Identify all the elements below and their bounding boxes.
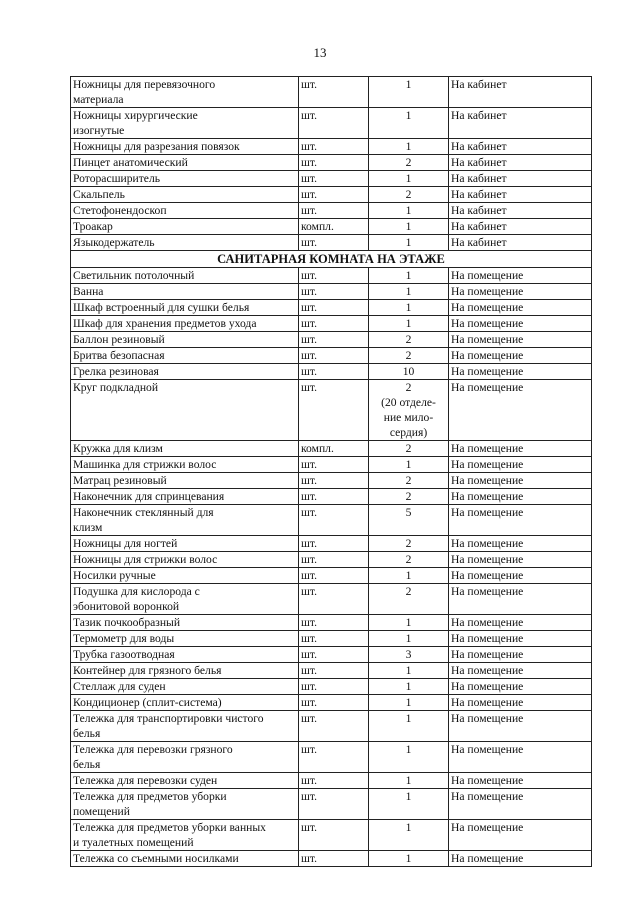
table-row xyxy=(71,695,592,711)
norm-cell: На помещение xyxy=(449,851,592,867)
quantity-cell: 1 xyxy=(369,203,449,219)
item-name-cell: Языкодержатель xyxy=(71,235,299,251)
table-row xyxy=(71,219,592,235)
unit-cell: компл. xyxy=(299,219,369,235)
table-row xyxy=(71,536,592,552)
unit-cell: шт. xyxy=(299,187,369,203)
unit-cell: шт. xyxy=(299,773,369,789)
table-row xyxy=(71,348,592,364)
quantity-cell: 1 xyxy=(369,663,449,679)
unit-cell: шт. xyxy=(299,316,369,332)
table-row xyxy=(71,108,592,139)
item-name-cell: Кондиционер (сплит-система) xyxy=(71,695,299,711)
unit-cell: шт. xyxy=(299,663,369,679)
table-row xyxy=(71,441,592,457)
table-row xyxy=(71,364,592,380)
item-name-cell: Тележка для перевозки суден xyxy=(71,773,299,789)
norm-cell: На помещение xyxy=(449,615,592,631)
table-row xyxy=(71,568,592,584)
quantity-cell: 1 xyxy=(369,268,449,284)
equipment-table xyxy=(70,76,592,867)
norm-cell: На помещение xyxy=(449,268,592,284)
quantity-cell: 1 xyxy=(369,457,449,473)
norm-cell: На помещение xyxy=(449,552,592,568)
quantity-cell: 3 xyxy=(369,647,449,663)
table-row xyxy=(71,615,592,631)
item-name-cell: Ножницы для ногтей xyxy=(71,536,299,552)
quantity-cell: 2 xyxy=(369,584,449,615)
norm-cell: На кабинет xyxy=(449,155,592,171)
quantity-cell: 1 xyxy=(369,316,449,332)
unit-cell: шт. xyxy=(299,300,369,316)
norm-cell: На помещение xyxy=(449,380,592,441)
unit-cell: шт. xyxy=(299,820,369,851)
table-row xyxy=(71,171,592,187)
table-row xyxy=(71,139,592,155)
table-row xyxy=(71,380,592,441)
quantity-cell: 1 xyxy=(369,789,449,820)
unit-cell: шт. xyxy=(299,155,369,171)
unit-cell: шт. xyxy=(299,695,369,711)
norm-cell: На помещение xyxy=(449,348,592,364)
norm-cell: На помещение xyxy=(449,568,592,584)
item-name-cell: Термометр для воды xyxy=(71,631,299,647)
item-name-cell: Роторасширитель xyxy=(71,171,299,187)
norm-cell: На помещение xyxy=(449,536,592,552)
item-name-cell: Ножницы для разрезания повязок xyxy=(71,139,299,155)
unit-cell: шт. xyxy=(299,584,369,615)
table-row xyxy=(71,663,592,679)
unit-cell: шт. xyxy=(299,348,369,364)
section-title: САНИТАРНАЯ КОМНАТА НА ЭТАЖЕ xyxy=(71,251,592,268)
table-row xyxy=(71,284,592,300)
item-name-cell: Скальпель xyxy=(71,187,299,203)
section-header-group xyxy=(71,251,592,268)
item-name-cell: Носилки ручные xyxy=(71,568,299,584)
norm-cell: На помещение xyxy=(449,332,592,348)
table-row xyxy=(71,711,592,742)
norm-cell: На помещение xyxy=(449,364,592,380)
item-name-cell: Матрац резиновый xyxy=(71,473,299,489)
item-name-cell: Наконечник для спринцевания xyxy=(71,489,299,505)
unit-cell: шт. xyxy=(299,77,369,108)
item-name-cell: Трубка газоотводная xyxy=(71,647,299,663)
item-name-cell: Ванна xyxy=(71,284,299,300)
table-row xyxy=(71,268,592,284)
unit-cell: шт. xyxy=(299,171,369,187)
quantity-cell: 1 xyxy=(369,742,449,773)
item-name-cell: Ножницы для стрижки волос xyxy=(71,552,299,568)
section-header-row xyxy=(71,251,592,268)
item-name-cell: Тележка для предметов уборки ванных и туалетных помещений xyxy=(71,820,299,851)
quantity-cell: 1 xyxy=(369,631,449,647)
quantity-cell: 1 xyxy=(369,284,449,300)
unit-cell: шт. xyxy=(299,457,369,473)
item-name-cell: Шкаф для хранения предметов ухода xyxy=(71,316,299,332)
item-name-cell: Кружка для клизм xyxy=(71,441,299,457)
quantity-cell: 1 xyxy=(369,820,449,851)
table-row xyxy=(71,789,592,820)
norm-cell: На кабинет xyxy=(449,108,592,139)
quantity-cell: 2 xyxy=(369,552,449,568)
unit-cell: шт. xyxy=(299,505,369,536)
quantity-cell: 2 xyxy=(369,348,449,364)
item-name-cell: Стеллаж для суден xyxy=(71,679,299,695)
table-row xyxy=(71,820,592,851)
quantity-cell: 1 xyxy=(369,695,449,711)
norm-cell: На помещение xyxy=(449,300,592,316)
norm-cell: На помещение xyxy=(449,647,592,663)
norm-cell: На помещение xyxy=(449,679,592,695)
quantity-cell: 1 xyxy=(369,77,449,108)
norm-cell: На помещение xyxy=(449,284,592,300)
norm-cell: На помещение xyxy=(449,489,592,505)
unit-cell: шт. xyxy=(299,489,369,505)
quantity-cell: 2 (20 отделе- ние мило- сердия) xyxy=(369,380,449,441)
table-row xyxy=(71,300,592,316)
norm-cell: На помещение xyxy=(449,773,592,789)
norm-cell: На помещение xyxy=(449,742,592,773)
item-name-cell: Ножницы хирургические изогнутые xyxy=(71,108,299,139)
table-row xyxy=(71,552,592,568)
unit-cell: шт. xyxy=(299,851,369,867)
item-name-cell: Бритва безопасная xyxy=(71,348,299,364)
item-name-cell: Стетофонендоскоп xyxy=(71,203,299,219)
unit-cell: шт. xyxy=(299,473,369,489)
norm-cell: На помещение xyxy=(449,473,592,489)
quantity-cell: 2 xyxy=(369,187,449,203)
item-name-cell: Контейнер для грязного белья xyxy=(71,663,299,679)
unit-cell: шт. xyxy=(299,552,369,568)
unit-cell: шт. xyxy=(299,203,369,219)
norm-cell: На помещение xyxy=(449,711,592,742)
table-row xyxy=(71,773,592,789)
item-name-cell: Троакар xyxy=(71,219,299,235)
norm-cell: На помещение xyxy=(449,695,592,711)
table-row xyxy=(71,584,592,615)
item-name-cell: Тележка для предметов уборки помещений xyxy=(71,789,299,820)
item-name-cell: Машинка для стрижки волос xyxy=(71,457,299,473)
unit-cell: шт. xyxy=(299,139,369,155)
unit-cell: шт. xyxy=(299,284,369,300)
table-row xyxy=(71,679,592,695)
unit-cell: шт. xyxy=(299,235,369,251)
table-row xyxy=(71,77,592,108)
norm-cell: На помещение xyxy=(449,820,592,851)
table-row xyxy=(71,235,592,251)
item-name-cell: Тележка для перевозки грязного белья xyxy=(71,742,299,773)
item-name-cell: Наконечник стеклянный для клизм xyxy=(71,505,299,536)
quantity-cell: 1 xyxy=(369,171,449,187)
unit-cell: шт. xyxy=(299,536,369,552)
table-row xyxy=(71,851,592,867)
norm-cell: На кабинет xyxy=(449,219,592,235)
unit-cell: шт. xyxy=(299,615,369,631)
norm-cell: На кабинет xyxy=(449,77,592,108)
quantity-cell: 2 xyxy=(369,489,449,505)
quantity-cell: 1 xyxy=(369,711,449,742)
norm-cell: На помещение xyxy=(449,584,592,615)
item-name-cell: Баллон резиновый xyxy=(71,332,299,348)
unit-cell: шт. xyxy=(299,631,369,647)
norm-cell: На кабинет xyxy=(449,187,592,203)
quantity-cell: 1 xyxy=(369,568,449,584)
quantity-cell: 1 xyxy=(369,219,449,235)
unit-cell: шт. xyxy=(299,568,369,584)
norm-cell: На кабинет xyxy=(449,171,592,187)
item-name-cell: Шкаф встроенный для сушки белья xyxy=(71,300,299,316)
norm-cell: На кабинет xyxy=(449,203,592,219)
quantity-cell: 1 xyxy=(369,615,449,631)
unit-cell: шт. xyxy=(299,679,369,695)
unit-cell: компл. xyxy=(299,441,369,457)
item-name-cell: Грелка резиновая xyxy=(71,364,299,380)
quantity-cell: 1 xyxy=(369,235,449,251)
norm-cell: На помещение xyxy=(449,441,592,457)
quantity-cell: 1 xyxy=(369,139,449,155)
unit-cell: шт. xyxy=(299,789,369,820)
table-row xyxy=(71,505,592,536)
table-row xyxy=(71,489,592,505)
unit-cell: шт. xyxy=(299,742,369,773)
quantity-cell: 1 xyxy=(369,773,449,789)
item-name-cell: Тележка со съемными носилками xyxy=(71,851,299,867)
norm-cell: На помещение xyxy=(449,457,592,473)
page-number: 13 xyxy=(313,45,327,60)
unit-cell: шт. xyxy=(299,108,369,139)
table-row xyxy=(71,457,592,473)
quantity-cell: 2 xyxy=(369,155,449,171)
table-row xyxy=(71,187,592,203)
norm-cell: На кабинет xyxy=(449,235,592,251)
quantity-cell: 2 xyxy=(369,441,449,457)
table-row xyxy=(71,203,592,219)
quantity-cell: 1 xyxy=(369,300,449,316)
norm-cell: На помещение xyxy=(449,316,592,332)
quantity-cell: 2 xyxy=(369,473,449,489)
table-body-after-section xyxy=(71,268,592,867)
quantity-cell: 1 xyxy=(369,851,449,867)
norm-cell: На кабинет xyxy=(449,139,592,155)
table-row xyxy=(71,631,592,647)
table-row xyxy=(71,473,592,489)
norm-cell: На помещение xyxy=(449,789,592,820)
unit-cell: шт. xyxy=(299,268,369,284)
quantity-cell: 2 xyxy=(369,536,449,552)
unit-cell: шт. xyxy=(299,711,369,742)
table-row xyxy=(71,155,592,171)
item-name-cell: Тележка для транспортировки чистого белья xyxy=(71,711,299,742)
norm-cell: На помещение xyxy=(449,631,592,647)
item-name-cell: Круг подкладной xyxy=(71,380,299,441)
table-row xyxy=(71,742,592,773)
unit-cell: шт. xyxy=(299,380,369,441)
quantity-cell: 1 xyxy=(369,679,449,695)
quantity-cell: 5 xyxy=(369,505,449,536)
unit-cell: шт. xyxy=(299,647,369,663)
item-name-cell: Ножницы для перевязочного материала xyxy=(71,77,299,108)
item-name-cell: Светильник потолочный xyxy=(71,268,299,284)
item-name-cell: Тазик почкообразный xyxy=(71,615,299,631)
unit-cell: шт. xyxy=(299,332,369,348)
table-row xyxy=(71,316,592,332)
quantity-cell: 2 xyxy=(369,332,449,348)
table-row xyxy=(71,332,592,348)
unit-cell: шт. xyxy=(299,364,369,380)
norm-cell: На помещение xyxy=(449,505,592,536)
item-name-cell: Пинцет анатомический xyxy=(71,155,299,171)
quantity-cell: 10 xyxy=(369,364,449,380)
norm-cell: На помещение xyxy=(449,663,592,679)
table-row xyxy=(71,647,592,663)
item-name-cell: Подушка для кислорода с эбонитовой воронкой xyxy=(71,584,299,615)
table-body-before-section xyxy=(71,77,592,251)
quantity-cell: 1 xyxy=(369,108,449,139)
